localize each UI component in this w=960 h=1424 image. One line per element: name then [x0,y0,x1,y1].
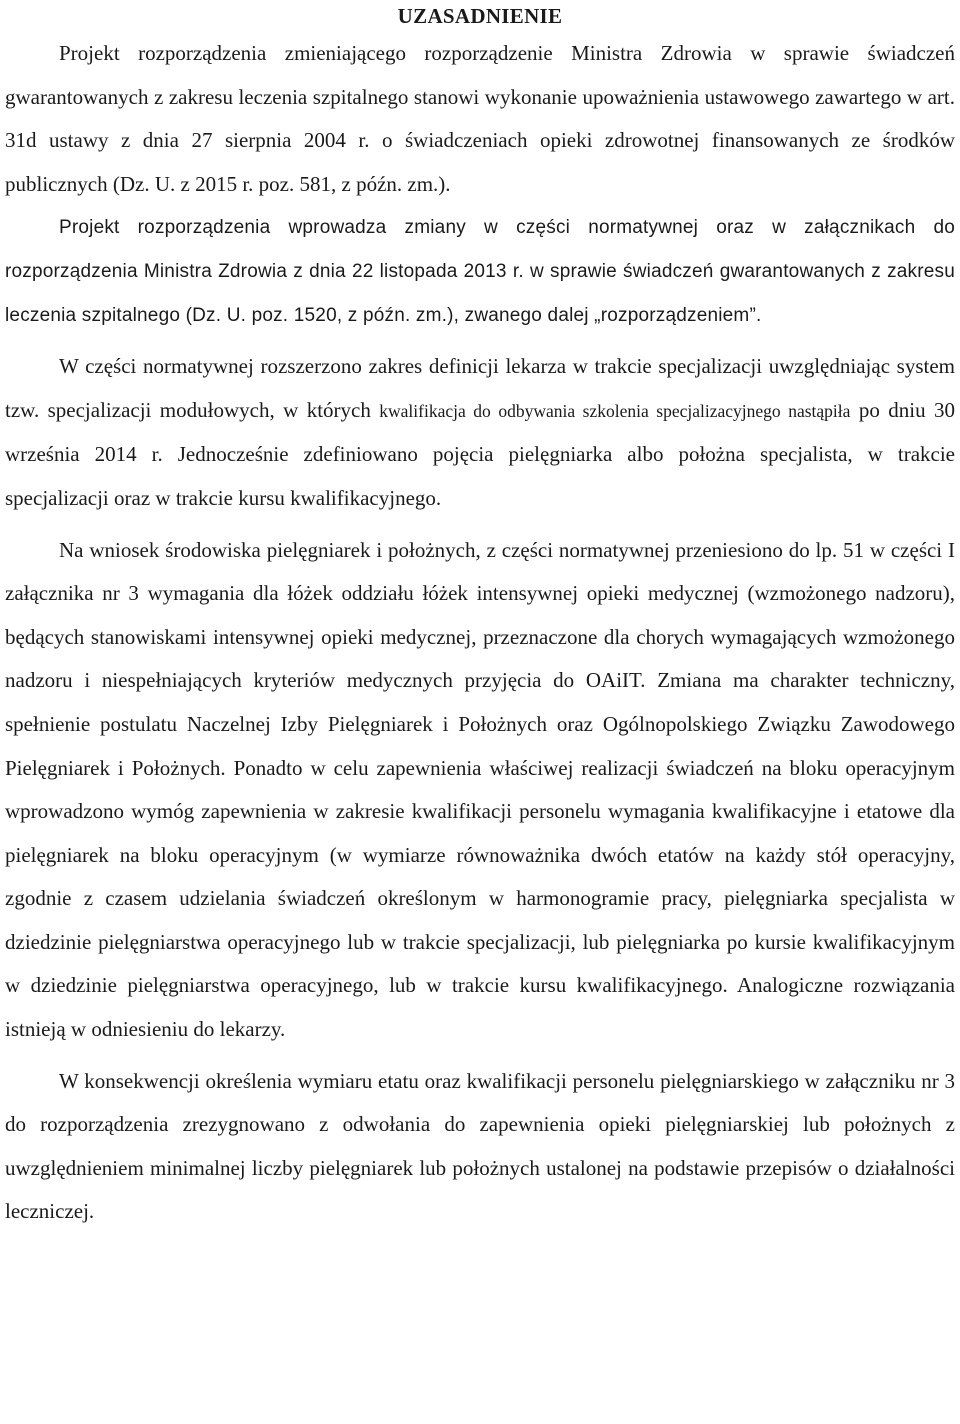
paragraph-normative-part [5,345,955,520]
paragraph-normative-part-text-3: po dniu 30 września 2014 r. Jednocześnie zdefiniowano pojęcia pielęgniarka albo położna specjalista, w trakcie specjalizacji oraz w trakcie kursu kwalifikacyjnego. [5,397,956,510]
paragraph-normative-part-text-2: kwalifikacja do odbywania szkolenia specjalizacyjnego nastąpiła [379,400,851,421]
paragraph-nursing-requirements: Na wniosek środowiska pielęgniarek i położnych, z części normatywnej przeniesiono do lp. 51 w części I załącznika nr 3 wymagania dla łóżek oddziału łóżek intensywnej opieki medycznej (wzmożonego nadzoru), będących stanowiskami intensywnej opieki medycznej, przeznaczone dla chorych wymagających wzmożonego nadzoru i niespełniających kryteriów medycznych przyjęcia do OAiIT. Zmiana ma charakter techniczny, spełnienie postulatu Naczelnej Izby Pielęgniarek i Położnych oraz Ogólnopolskiego Związku Zawodowego Pielęgniarek i Położnych. Ponadto w celu zapewnienia właściwej realizacji świadczeń na bloku operacyjnym wprowadzono wymóg zapewnienia w zakresie kwalifikacji personelu wymagania kwalifikacyjne i etatowe dla pielęgniarek na bloku operacyjnym (w wymiarze równoważnika dwóch etatów na każdy stół operacyjny, zgodnie z czasem udzielania świadczeń określonym w harmonogramie pracy, pielęgniarka specjalista w dziedzinie pielęgniarstwa operacyjnego lub w trakcie specjalizacji, lub pielęgniarka po kursie kwalifikacyjnym w dziedzinie pielęgniarstwa operacyjnego, lub w trakcie kursu kwalifikacyjnego. Analogiczne rozwiązania istnieją w odniesieniu do lekarzy. [5,537,955,1042]
document-title: UZASADNIENIE [397,4,563,28]
paragraph-consequences: W konsekwencji określenia wymiaru etatu oraz kwalifikacji personelu pielęgniarskiego w załączniku nr 3 do rozporządzenia zrezygnowano z odwołania do zapewnienia opieki pielęgniarskiej lub położnych z uwzględnieniem minimalnej liczby pielęgniarek lub położnych ustalonej na podstawie przepisów o działalności leczniczej. [5,1068,955,1224]
paragraph-legal-basis: Projekt rozporządzenia zmieniającego rozporządzenie Ministra Zdrowia w sprawie świadczeń gwarantowanych z zakresu leczenia szpitalnego stanowi wykonanie upoważnienia ustawowego zawartego w art. 31d ustawy z dnia 27 sierpnia 2004 r. o świadczeniach opieki zdrowotnej finansowanych ze środków publicznych (Dz. U. z 2015 r. poz. 581, z późn. zm.). [5,41,955,196]
paragraph-normative-part-text-1: W części normatywnej rozszerzono zakres definicji lekarza w trakcie specjalizacji uwzględniając system tzw. specjalizacji modułowych, w których [5,354,955,422]
paragraph-scope-of-changes: Projekt rozporządzenia wprowadza zmiany w części normatywnej oraz w załącznikach do rozporządzenia Ministra Zdrowia z dnia 22 listopada 2013 r. w sprawie świadczeń gwarantowanych z zakresu leczenia szpitalnego (Dz. U. poz. 1520, z późn. zm.), zwanego dalej „rozporządzeniem”. [5,217,955,326]
document-page [5,0,955,1234]
